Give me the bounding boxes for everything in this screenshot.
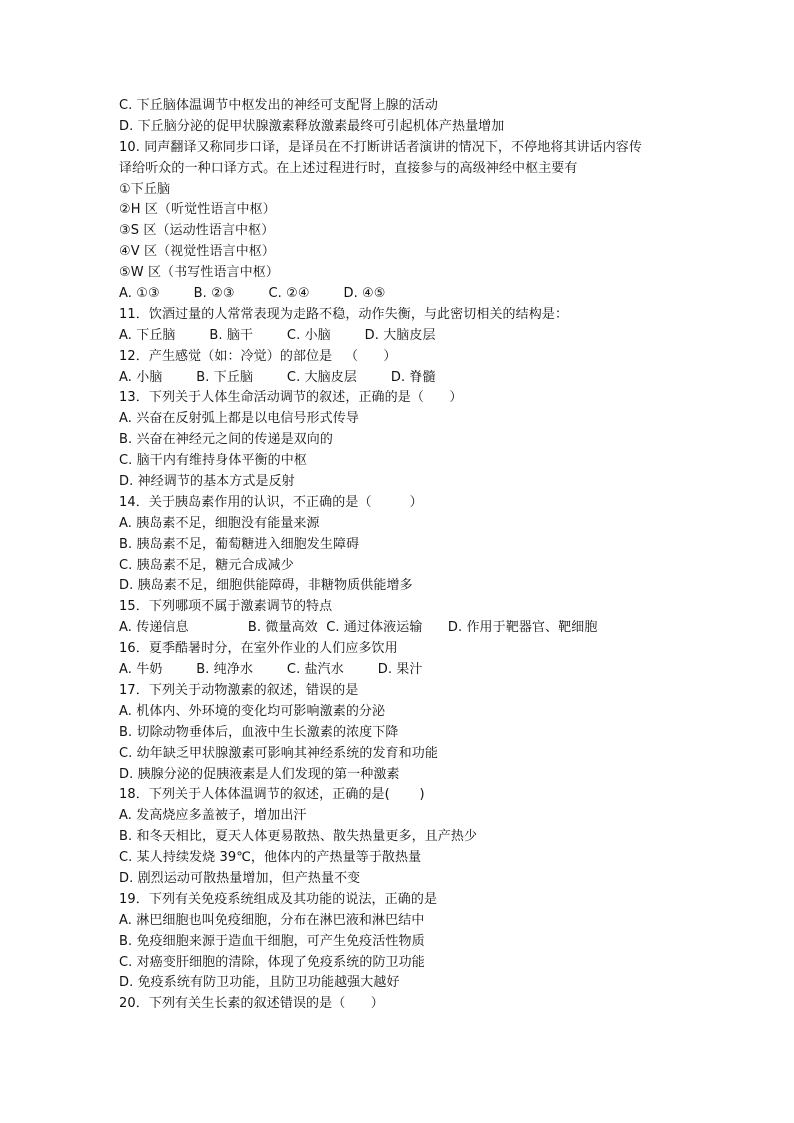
option-line: B. 切除动物垂体后，血液中生长激素的浓度下降	[119, 724, 399, 740]
question-12-options: A. 小脑 B. 下丘脑 C. 大脑皮层 D. 脊髓	[119, 369, 436, 385]
question-16-stem: 16．夏季酷暑时分，在室外作业的人们应多饮用	[119, 641, 398, 657]
option-line: C. 对癌变肝细胞的清除，体现了免疫系统的防卫功能	[119, 954, 425, 970]
list-item: ①下丘脑	[119, 181, 171, 197]
question-14-stem: 14．关于胰岛素作用的认识，不正确的是（ ）	[119, 494, 423, 510]
option-line: A. 兴奋在反射弧上都是以电信号形式传导	[119, 411, 359, 427]
option-line: C. 某人持续发烧 39℃，他体内的产热量等于散热量	[119, 850, 422, 866]
option-line: C. 幼年缺乏甲状腺激素可影响其神经系统的发育和功能	[119, 745, 438, 761]
list-item: ④V 区（视觉性语言中枢）	[119, 244, 275, 260]
option-line: A. 机体内、外环境的变化均可影响激素的分泌	[119, 703, 386, 719]
option-line: B. 免疫细胞来源于造血干细胞，可产生免疫活性物质	[119, 933, 425, 949]
option-line: C. 下丘脑体温调节中枢发出的神经可支配肾上腺的活动	[119, 98, 438, 113]
list-item: ③S 区（运动性语言中枢）	[119, 223, 275, 239]
question-11-stem: 11．饮酒过量的人常常表现为走路不稳，动作失衡，与此密切相关的结构是：	[119, 306, 569, 322]
question-16-options: A. 牛奶 B. 纯净水 C. 盐汽水 D. 果汁	[119, 662, 423, 678]
question-15-stem: 15．下列哪项不属于激素调节的特点	[119, 599, 333, 615]
option-line: D. 胰岛素不足，细胞供能障碍，非糖物质供能增多	[119, 578, 413, 594]
option-line: C. 胰岛素不足，糖元合成减少	[119, 557, 294, 573]
option-line: B. 胰岛素不足，葡萄糖进入细胞发生障碍	[119, 536, 360, 552]
question-10-stem: 10. 同声翻译又称同步口译，是译员在不打断讲话者演讲的情况下，不停地将其讲话内容传	[119, 139, 643, 155]
question-20-stem: 20．下列有关生长素的叙述错误的是（ ）	[119, 996, 384, 1012]
option-line: D. 下丘脑分泌的促甲状腺激素释放激素最终可引起机体产热量增加	[119, 118, 505, 134]
question-19-stem: 19．下列有关免疫系统组成及其功能的说法，正确的是	[119, 891, 438, 907]
document-page	[119, 96, 699, 1015]
question-10-options: A. ①③ B. ②③ C. ②④ D. ④⑤	[119, 286, 386, 302]
question-12-stem: 12．产生感觉（如：冷觉）的部位是 （ ）	[119, 348, 397, 364]
option-line: A. 发高烧应多盖被子，增加出汗	[119, 808, 307, 824]
question-10-stem-cont: 译给听众的一种口译方式。在上述过程进行时，直接参与的高级神经中枢主要有	[119, 160, 578, 176]
option-line: B. 和冬天相比，夏天人体更易散热、散失热量更多，且产热少	[119, 829, 478, 845]
list-item: ②H 区（听觉性语言中枢）	[119, 202, 276, 218]
option-line: D. 神经调节的基本方式是反射	[119, 474, 295, 490]
option-line: A. 淋巴细胞也叫免疫细胞，分布在淋巴液和淋巴结中	[119, 912, 425, 928]
list-item: ⑤W 区（书写性语言中枢）	[119, 265, 279, 281]
option-line: D. 免疫系统有防卫功能，且防卫功能越强大越好	[119, 975, 400, 991]
question-11-options: A. 下丘脑 B. 脑干 C. 小脑 D. 大脑皮层	[119, 327, 436, 343]
option-line: D. 胰腺分泌的促胰液素是人们发现的第一种激素	[119, 766, 400, 782]
option-line: D. 剧烈运动可散热量增加，但产热量不变	[119, 870, 361, 886]
option-line: A. 胰岛素不足，细胞没有能量来源	[119, 515, 320, 531]
question-15-options: A. 传递信息 B. 微量高效 C. 通过体液运输 D. 作用于靶器官、靶细胞	[119, 620, 598, 636]
question-18-stem: 18．下列关于人体体温调节的叙述，正确的是( )	[119, 787, 425, 803]
option-line: B. 兴奋在神经元之间的传递是双向的	[119, 432, 333, 448]
question-13-stem: 13．下列关于人体生命活动调节的叙述，正确的是（ ）	[119, 390, 463, 406]
question-17-stem: 17．下列关于动物激素的叙述，错误的是	[119, 682, 359, 698]
option-line: C. 脑干内有维持身体平衡的中枢	[119, 453, 307, 469]
